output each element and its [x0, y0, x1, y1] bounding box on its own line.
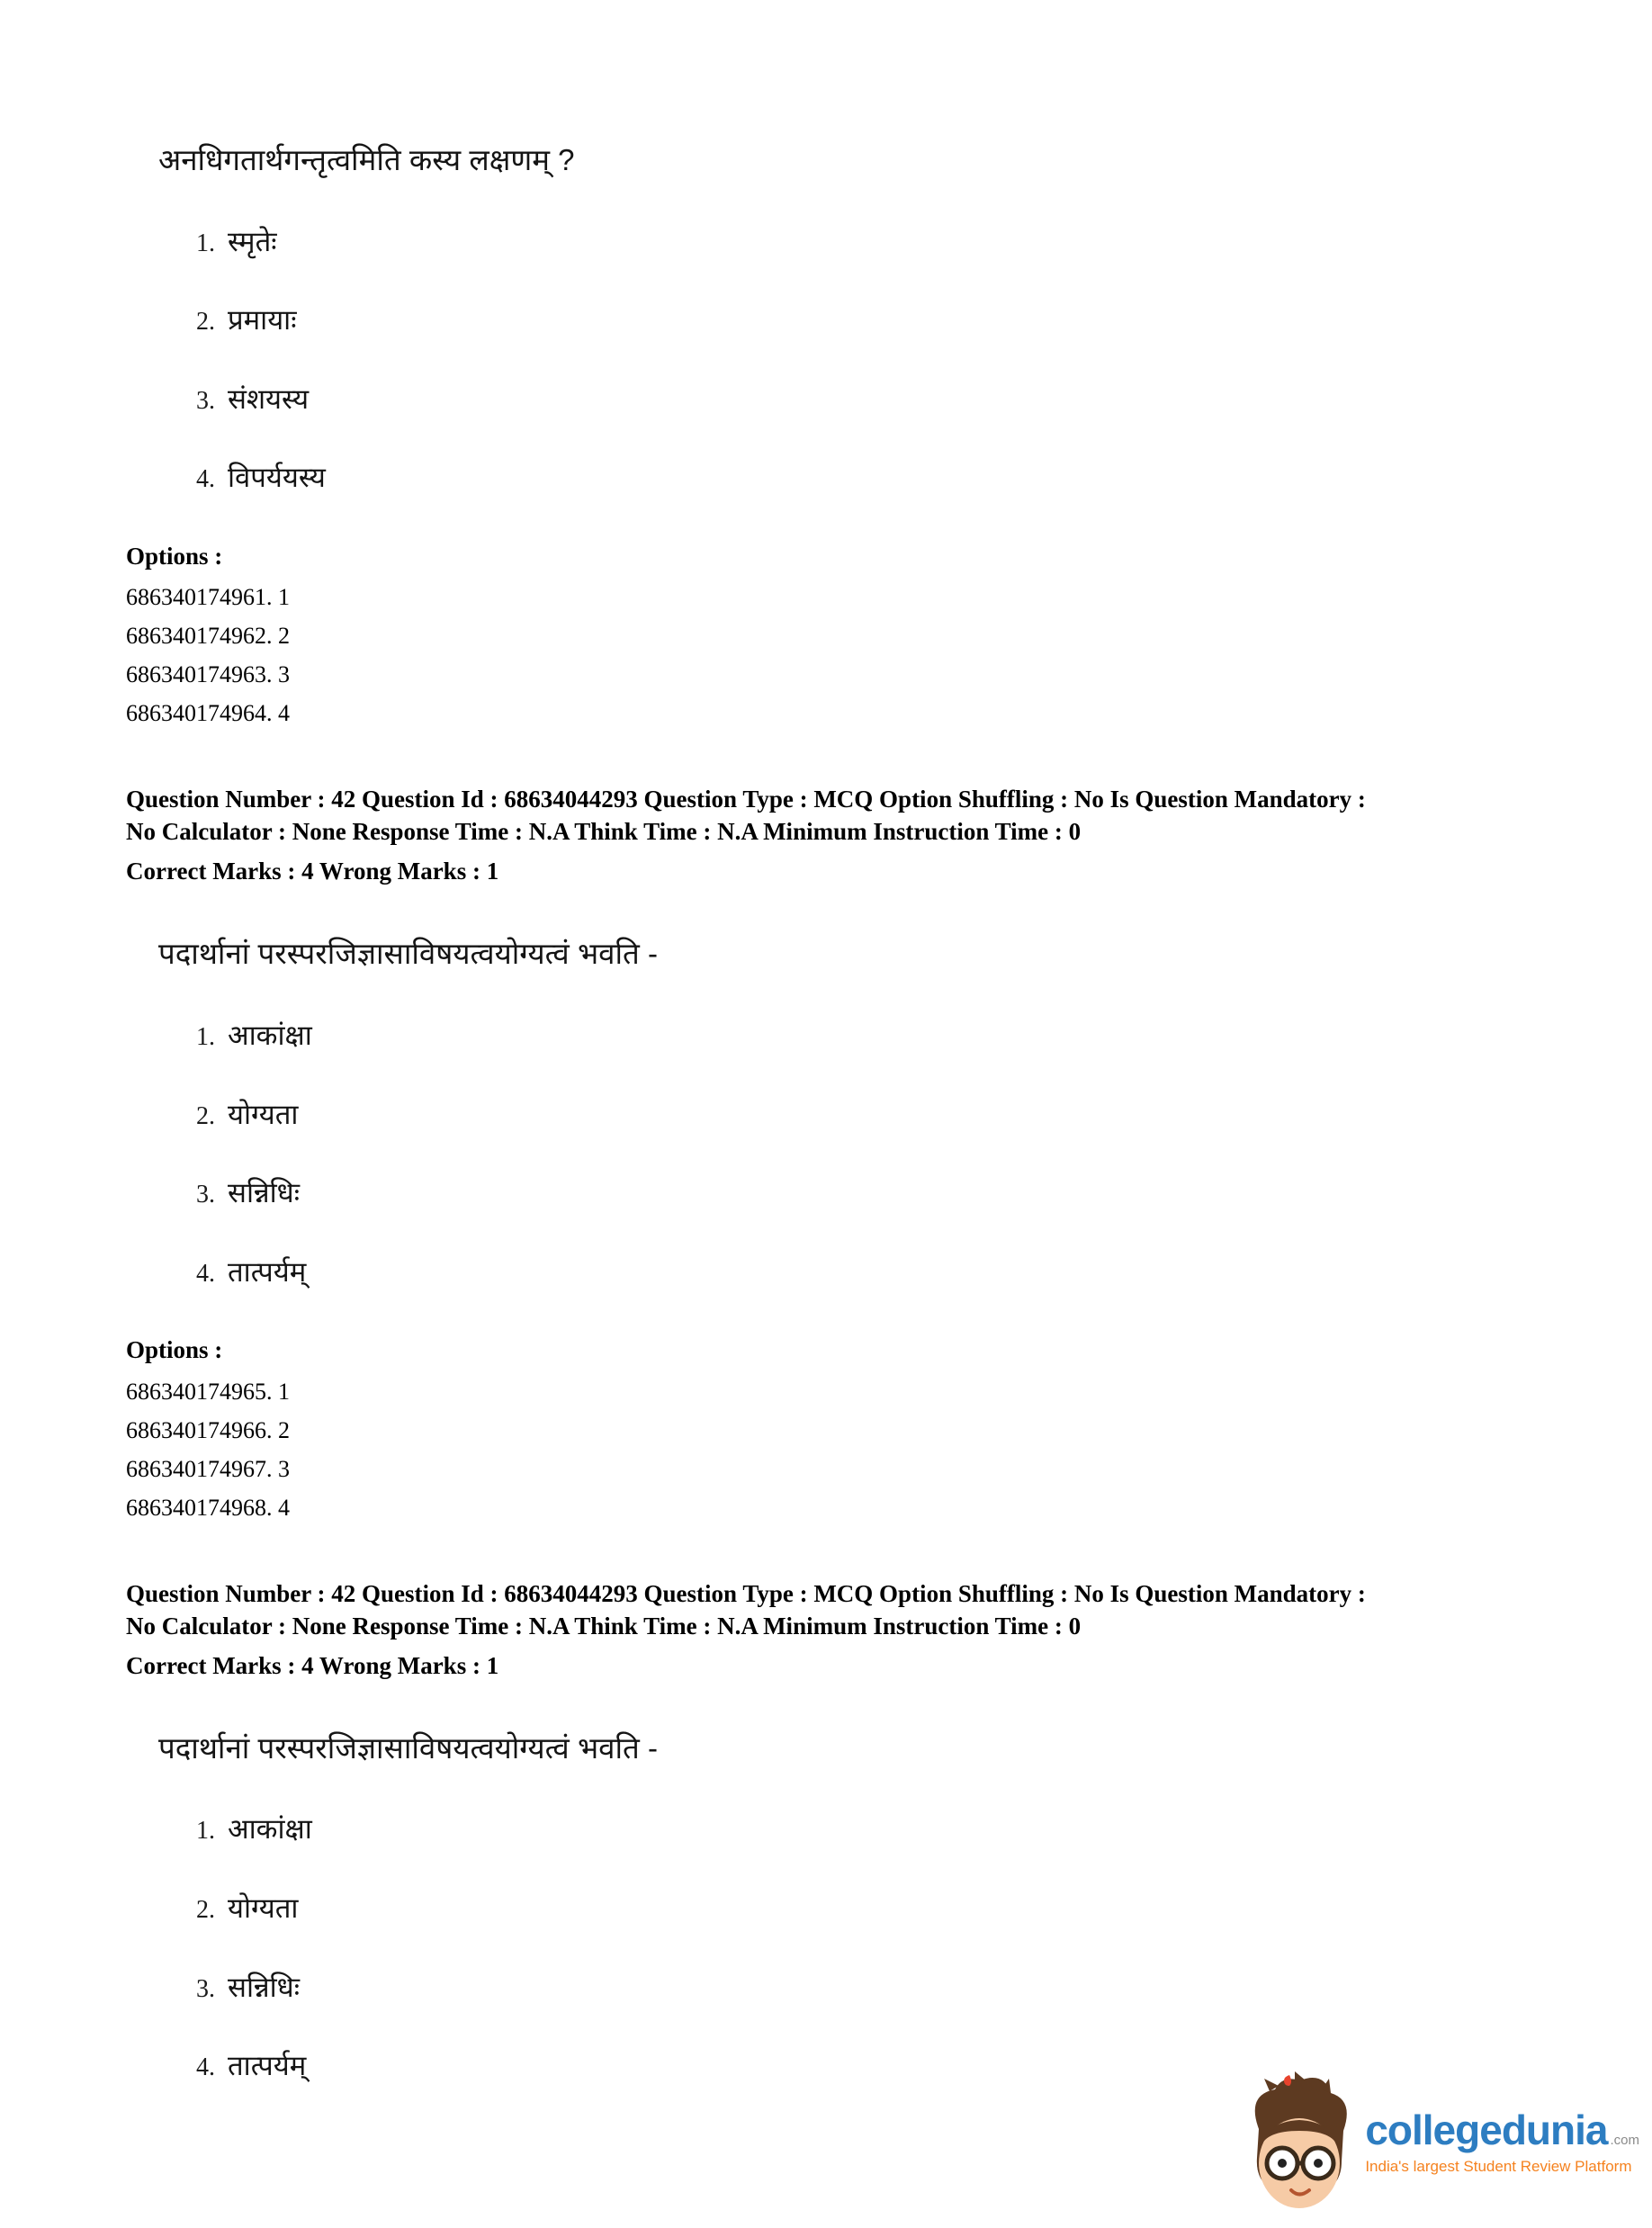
options-label: Options :	[126, 542, 223, 570]
option-id: 686340174964. 4	[126, 700, 290, 727]
option-id: 686340174961. 1	[126, 584, 290, 611]
choice-label: स्मृतेः	[228, 225, 277, 257]
mascot-icon	[1239, 2071, 1358, 2223]
choice-1	[196, 1812, 1544, 1846]
metadata-marks: Correct Marks : 4 Wrong Marks : 1	[126, 858, 499, 885]
choice-label: सन्निधिः	[228, 1971, 301, 2003]
choice-3	[196, 382, 1544, 417]
brand-tld: .com	[1610, 2133, 1639, 2148]
choices-list	[126, 225, 1544, 495]
brand-tagline: India's largest Student Review Platform	[1365, 2158, 1632, 2175]
question-text: पदार्थानां परस्परजिज्ञासाविषयत्वयोग्यत्वं भवति -	[158, 1730, 659, 1765]
choice-number: 1.	[196, 229, 215, 257]
choice-number: 4.	[196, 1259, 215, 1288]
choice-number: 3.	[196, 386, 215, 415]
options-id-block	[126, 540, 1544, 732]
choice-label: सन्निधिः	[228, 1177, 301, 1209]
choice-label: प्रमायाः	[228, 304, 297, 337]
choice-number: 1.	[196, 1023, 215, 1051]
choice-number: 1.	[196, 1817, 215, 1846]
logo-text	[1365, 2106, 1639, 2188]
question-block	[126, 1730, 1544, 2083]
choice-4	[196, 461, 1544, 495]
option-id: 686340174966. 2	[126, 1416, 290, 1443]
choice-label: योग्यता	[228, 1098, 299, 1130]
question-block	[126, 936, 1544, 1289]
choice-number: 4.	[196, 465, 215, 494]
collegedunia-logo	[1239, 2071, 1639, 2223]
metadata-line: Question Number : 42 Question Id : 68634044293 Question Type : MCQ Option Shuffling : No Is Question Mandatory :	[126, 1579, 1366, 1607]
metadata-line: Question Number : 42 Question Id : 68634044293 Question Type : MCQ Option Shuffling : No Is Question Mandatory :	[126, 786, 1366, 813]
metadata-marks: Correct Marks : 4 Wrong Marks : 1	[126, 1651, 499, 1679]
choice-3	[196, 1971, 1544, 2005]
choices-list	[126, 1812, 1544, 2082]
option-id: 686340174968. 4	[126, 1494, 290, 1521]
choice-label: तात्पर्यम्	[228, 1255, 307, 1288]
choice-number: 2.	[196, 308, 215, 337]
choice-label: संशयस्य	[228, 382, 310, 415]
choice-2	[196, 1891, 1544, 1926]
option-id: 686340174962. 2	[126, 623, 290, 650]
choice-label: विपर्ययस्य	[228, 462, 326, 494]
choice-label: आकांक्षा	[228, 1813, 312, 1846]
option-id: 686340174963. 3	[126, 661, 290, 688]
option-id: 686340174967. 3	[126, 1455, 290, 1482]
question-metadata	[126, 783, 1544, 887]
choice-number: 4.	[196, 2053, 215, 2082]
choice-number: 3.	[196, 1974, 215, 2003]
choice-4	[196, 1255, 1544, 1289]
question-text: पदार्थानां परस्परजिज्ञासाविषयत्वयोग्यत्वं भवति -	[158, 937, 659, 971]
metadata-line: No Calculator : None Response Time : N.A Think Time : N.A Minimum Instruction Time : 0	[126, 1612, 1082, 1640]
option-id: 686340174965. 1	[126, 1378, 290, 1405]
choice-1	[196, 225, 1544, 259]
question-metadata	[126, 1577, 1544, 1682]
question-text: अनधिगतार्थगन्तृत्वमिति कस्य लक्षणम् ?	[158, 143, 575, 176]
brand-name: collegedunia	[1365, 2107, 1608, 2153]
choice-3	[196, 1176, 1544, 1210]
metadata-line: No Calculator : None Response Time : N.A Think Time : N.A Minimum Instruction Time : 0	[126, 818, 1082, 846]
choice-number: 2.	[196, 1101, 215, 1130]
options-label: Options :	[126, 1336, 223, 1364]
choice-number: 3.	[196, 1181, 215, 1209]
choice-1	[196, 1019, 1544, 1053]
choice-number: 2.	[196, 1896, 215, 1924]
choice-label: योग्यता	[228, 1892, 299, 1924]
choice-2	[196, 1098, 1544, 1132]
options-id-block	[126, 1334, 1544, 1526]
choice-label: आकांक्षा	[228, 1020, 312, 1051]
choice-label: तात्पर्यम्	[228, 2050, 307, 2082]
choices-list	[126, 1019, 1544, 1289]
question-block	[126, 142, 1544, 495]
choice-2	[196, 303, 1544, 337]
